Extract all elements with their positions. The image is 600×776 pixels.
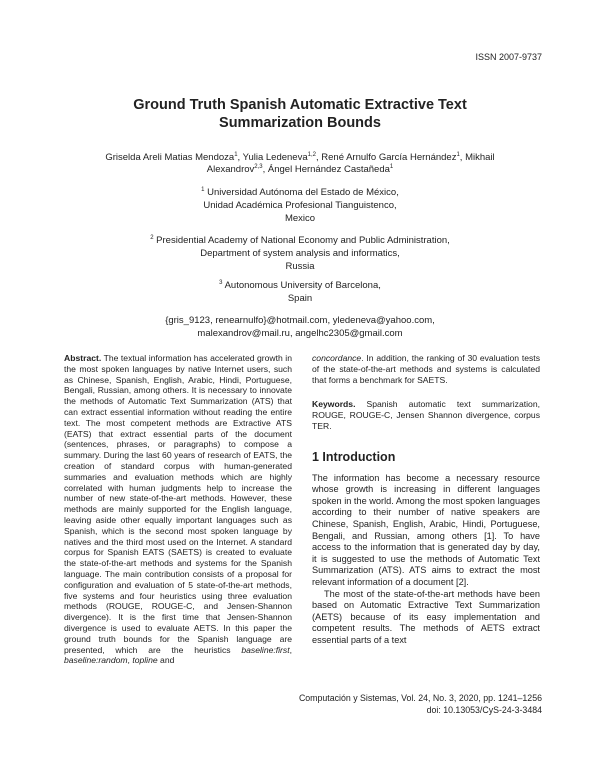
abstract-column <box>64 353 292 666</box>
abstract-text: . In addition, the ranking of 30 evaluation tests of the state-of-the-art methods and systems is calculated that forms a benchmark for SAETS. <box>312 353 540 385</box>
section-heading: 1 Introduction <box>312 449 396 464</box>
affiliation-line: Russia <box>285 261 315 272</box>
author-name: , Mikhail Alexandrov <box>206 152 495 175</box>
author-name: , Ángel Hernández Castañeda <box>262 164 390 175</box>
issn-header: ISSN 2007-9737 <box>475 52 542 62</box>
affiliation-mark: 1 <box>201 186 205 193</box>
affiliation-mark: 2 <box>150 234 154 241</box>
author-emails <box>100 314 500 340</box>
abstract-paragraph: Abstract. The textual information has accelerated growth in the most spoken languages by native Internet users, such as Chinese, Spanish, English, Arabic, Hindi, Portuguese, Bengali, Russian, among others. It is necessary to innovate the methods of Automatic Text Summarization (ATS) that can extract essential information without reading the entire text. The most competent methods are Extractive ATS (EATS) that extract essential parts of the document (sentences, phrases, or paragraphs) to compose a summary. During the last 60 years of research of EATS, the creation of standard corpus with human-generated summaries and evaluation methods which are highly correlated with human judgments help to increase the number of new state-of-the-art methods. However, these methods are mainly supported for the English language, leaving aside other equally important languages such as Spanish, which is the second most spoken language by natives and the third most used on the Internet. A standard corpus for Spanish EATS (SAETS) is created to evaluate the state-of-the-art methods and systems for the Spanish language. The main contribution consists of a proposal for configuration and evaluation of 5 state-of-the-art methods, five systems and four heuristics using three evaluation methods (ROUGE, ROUGE-C, and Jensen-Shannon divergence). It is the first time that Jensen-Shannon divergence is used to evaluate AETS. In this paper the ground truth bounds for the Spanish language are presented, which are the heuristics baseline:first, baseline:random, topline and <box>64 353 292 666</box>
author-affiliation-mark: 1 <box>456 151 460 158</box>
title-line-2: Summarization Bounds <box>219 115 381 131</box>
email-line: malexandrov@mail.ru, angelhc2305@gmail.com <box>197 328 403 339</box>
keywords-paragraph <box>312 399 540 431</box>
right-column <box>312 353 540 646</box>
abstract-label: Abstract. <box>64 353 102 363</box>
keywords-label: Keywords. <box>312 399 356 410</box>
email-line: {gris_9123, renearnulfo}@hotmail.com, yledeneva@yahoo.com, <box>165 315 435 326</box>
affiliation-line: Autonomous University of Barcelona, <box>222 280 381 291</box>
keywords-text: Spanish automatic text summarization, ROUGE, ROUGE-C, Jensen Shannon divergence, corpus TER. <box>312 399 540 431</box>
intro-paragraph-2: The most of the state-of-the-art methods have been based on Automatic Extractive Text Summarization (AETS) because of its easy implementation and competent results. The methods of AETS extract essential parts of a text <box>312 588 540 645</box>
affiliation-2 <box>100 234 500 273</box>
heuristic-name: topline <box>132 655 158 666</box>
author-name: , René Arnulfo García Hernández <box>315 152 457 163</box>
page-footer <box>299 692 542 716</box>
affiliation-line: Unidad Académica Profesional Tianguistenco, <box>203 200 397 211</box>
heuristic-name: concordance <box>312 353 362 363</box>
heuristic-name: baseline:random <box>64 655 128 666</box>
abstract-continuation <box>312 353 540 385</box>
heuristic-name: baseline:first <box>241 644 290 655</box>
author-affiliation-mark: 1 <box>234 151 238 158</box>
author-name: , Yulia Ledeneva <box>237 152 308 163</box>
affiliation-line: Department of system analysis and informatics, <box>200 248 400 259</box>
affiliation-1 <box>100 186 500 225</box>
intro-paragraph-1: The information has become a necessary resource whose growth is increasing in different languages spoken in the world. Among the most spoken languages according to their number of native speakers are Chinese, Spanish, English, Arabic, Hindi, Portuguese, Bengali, and Russian, among others [1]. To have access to the information that is generated day by day, it is suggested to use the methods of Automatic Text Summarization (ATS). ATS aims to extract the most relevant information of a document [2]. <box>312 472 540 587</box>
doi: doi: 10.13053/CyS-24-3-3484 <box>426 705 542 715</box>
abstract-text: The textual information has accelerated growth in the most spoken languages by native Internet users, such as Chinese, Spanish, English, Arabic, Hindi, Portuguese, Bengali, Russian, among others. It is necessary to innovate the methods of Automatic Text Summarization (ATS) that can extract essential information without reading the entire text. The most competent methods are Extractive ATS (EATS) that extract essential parts of the document (sentences, phrases, or paragraphs) to compose a summary. During the last 60 years of research of EATS, the creation of standard corpus with human-generated summaries and evaluation methods which are highly correlated with human judgments help to increase the number of new state-of-the-art methods. However, these methods are mainly supported for the English language, leaving aside other equally important languages such as Spanish, which is the second most spoken language by natives and the third most used on the Internet. A standard corpus for Spanish EATS (SAETS) is created to evaluate the state-of-the-art methods and systems for the Spanish language. The main contribution consists of a proposal for configuration and evaluation of 5 state-of-the-art methods, five systems and four heuristics using three evaluation methods (ROUGE, ROUGE-C, and Jensen-Shannon divergence). It is the first time that Jensen-Shannon divergence is used to evaluate AETS. In this paper the ground truth bounds for the Spanish language are presented, which are the heuristics <box>64 353 292 655</box>
paper-title <box>60 96 540 132</box>
journal-citation: Computación y Sistemas, Vol. 24, No. 3, 2020, pp. 1241–1256 <box>298 693 542 703</box>
affiliation-3 <box>100 279 500 305</box>
author-affiliation-mark: 1,2 <box>307 151 316 158</box>
affiliation-mark: 3 <box>219 279 223 286</box>
author-list <box>80 152 520 176</box>
affiliation-line: Universidad Autónoma del Estado de México, <box>204 187 399 198</box>
affiliation-line: Mexico <box>284 213 316 224</box>
author-name: Griselda Areli Matias Mendoza <box>105 152 235 163</box>
author-affiliation-mark: 2,3 <box>254 163 263 170</box>
author-affiliation-mark: 1 <box>389 163 394 170</box>
title-line-1: Ground Truth Spanish Automatic Extractive Text <box>133 97 467 113</box>
affiliation-line: Spain <box>287 293 313 304</box>
affiliation-line: Presidential Academy of National Economy and Public Administration, <box>153 235 450 246</box>
